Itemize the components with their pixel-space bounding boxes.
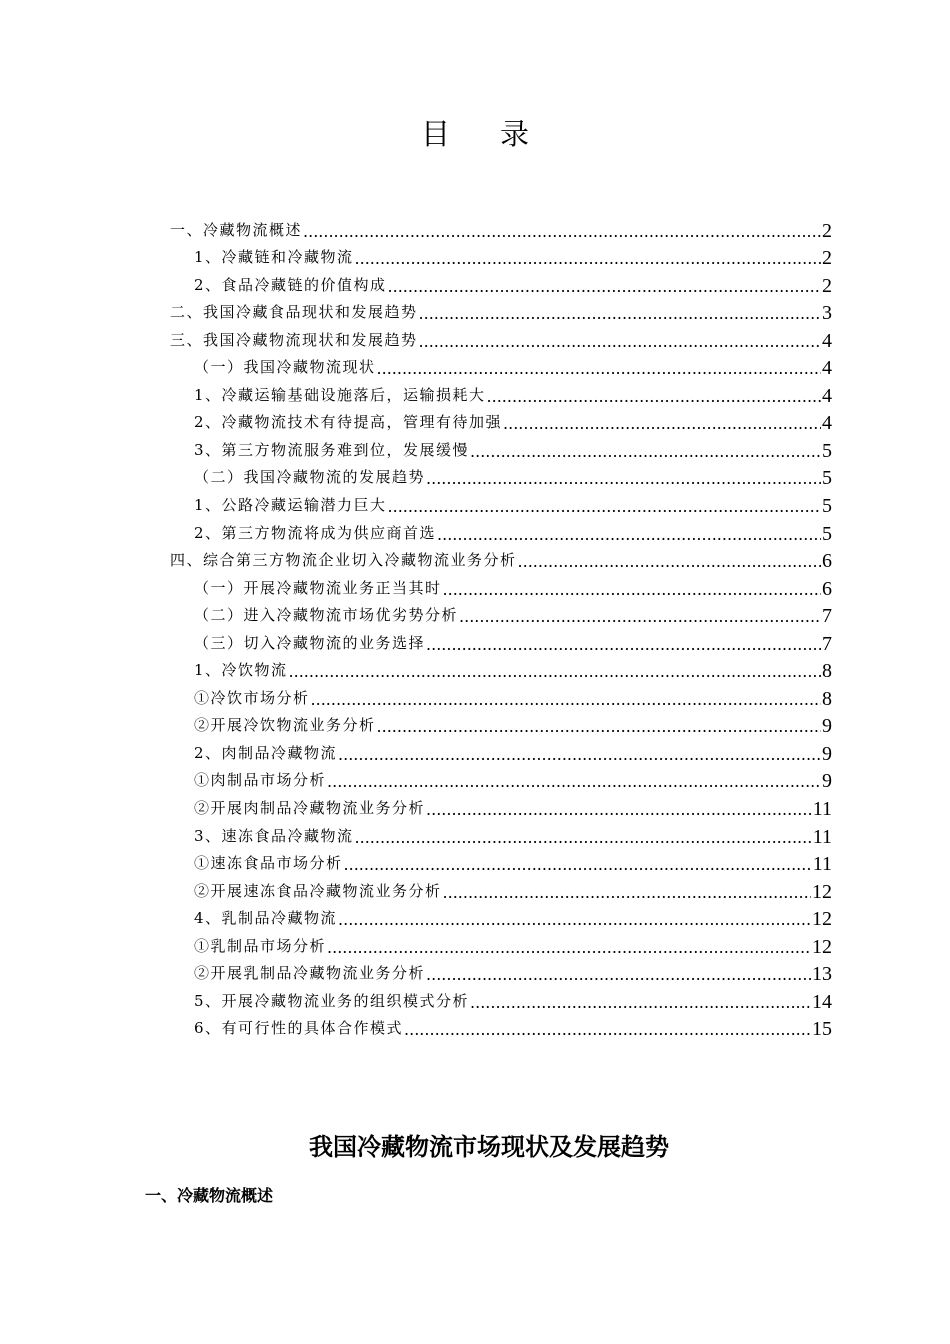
toc-entry[interactable] bbox=[170, 655, 832, 683]
toc-entry-label: 5、开展冷藏物流业务的组织模式分析 bbox=[194, 991, 470, 1010]
toc-entry-page-number: 9 bbox=[822, 715, 832, 738]
toc-entry[interactable] bbox=[170, 379, 832, 407]
toc-entry-page-number: 2 bbox=[822, 274, 832, 297]
toc-dot-leader bbox=[487, 387, 821, 407]
toc-entry-label: ②开展乳制品冷藏物流业务分析 bbox=[194, 964, 426, 983]
toc-entry-label: ①冷饮市场分析 bbox=[194, 688, 310, 707]
toc-entry-label: 1、公路冷藏运输潜力巨大 bbox=[194, 496, 387, 515]
toc-entry-label: 一、冷藏物流概述 bbox=[170, 220, 303, 239]
toc-entry-page-number: 9 bbox=[822, 742, 832, 765]
toc-dot-leader bbox=[355, 828, 812, 848]
toc-entry-page-number: 9 bbox=[822, 770, 832, 793]
toc-entry-page-number: 5 bbox=[822, 467, 832, 490]
toc-entry-page-number: 4 bbox=[822, 329, 832, 352]
toc-dot-leader bbox=[327, 772, 821, 792]
toc-entry-label: （二）进入冷藏物流市场优劣势分析 bbox=[194, 606, 459, 625]
toc-dot-leader bbox=[419, 332, 821, 352]
toc-entry[interactable] bbox=[170, 352, 832, 380]
toc-entry-page-number: 12 bbox=[812, 908, 832, 931]
toc-dot-leader bbox=[459, 607, 821, 627]
toc-dot-leader bbox=[426, 965, 811, 985]
toc-entry-label: 三、我国冷藏物流现状和发展趋势 bbox=[170, 330, 418, 349]
toc-entry-label: 2、肉制品冷藏物流 bbox=[194, 743, 338, 762]
toc-entry-page-number: 7 bbox=[822, 605, 832, 628]
toc-entry[interactable] bbox=[170, 489, 832, 517]
toc-entry-page-number: 4 bbox=[822, 412, 832, 435]
toc-entry-page-number: 3 bbox=[822, 302, 832, 325]
toc-entry-page-number: 5 bbox=[822, 522, 832, 545]
toc-entry-label: 1、冷藏链和冷藏物流 bbox=[194, 248, 354, 267]
toc-entry[interactable] bbox=[170, 434, 832, 462]
toc-dot-leader bbox=[470, 993, 811, 1013]
toc-entry[interactable] bbox=[170, 462, 832, 490]
toc-dot-leader bbox=[289, 662, 821, 682]
toc-entry[interactable] bbox=[170, 324, 832, 352]
toc-dot-leader bbox=[503, 414, 821, 434]
table-of-contents bbox=[170, 214, 832, 1040]
toc-dot-leader bbox=[443, 580, 821, 600]
toc-entry-page-number: 11 bbox=[812, 853, 832, 876]
toc-entry-label: ②开展冷饮物流业务分析 bbox=[194, 716, 376, 735]
toc-entry-page-number: 2 bbox=[822, 247, 832, 270]
toc-entry[interactable] bbox=[170, 297, 832, 325]
toc-entry-label: 四、综合第三方物流企业切入冷藏物流业务分析 bbox=[170, 551, 517, 570]
toc-entry-label: （一）我国冷藏物流现状 bbox=[194, 358, 376, 377]
toc-entry-page-number: 13 bbox=[812, 963, 832, 986]
toc-dot-leader bbox=[377, 717, 821, 737]
toc-dot-leader bbox=[303, 222, 821, 242]
toc-entry-page-number: 12 bbox=[812, 935, 832, 958]
toc-dot-leader bbox=[338, 745, 821, 765]
toc-entry-label: ①肉制品市场分析 bbox=[194, 771, 327, 790]
toc-entry[interactable] bbox=[170, 958, 832, 986]
toc-entry-label: 4、乳制品冷藏物流 bbox=[194, 909, 338, 928]
toc-entry-label: （三）切入冷藏物流的业务选择 bbox=[194, 633, 426, 652]
toc-dot-leader bbox=[311, 690, 821, 710]
toc-entry-label: （二）我国冷藏物流的发展趋势 bbox=[194, 468, 426, 487]
toc-dot-leader bbox=[426, 469, 821, 489]
toc-entry-label: 2、食品冷藏链的价值构成 bbox=[194, 275, 387, 294]
toc-dot-leader bbox=[388, 497, 821, 517]
document-title: 我国冷藏物流市场现状及发展趋势 bbox=[309, 1133, 669, 1161]
toc-entry-label: 6、有可行性的具体合作模式 bbox=[194, 1019, 404, 1038]
toc-entry[interactable] bbox=[170, 710, 832, 738]
toc-entry[interactable] bbox=[170, 792, 832, 820]
toc-entry[interactable] bbox=[170, 985, 832, 1013]
toc-entry-page-number: 6 bbox=[822, 550, 832, 573]
toc-entry[interactable] bbox=[170, 269, 832, 297]
toc-entry-label: ①乳制品市场分析 bbox=[194, 936, 327, 955]
toc-entry[interactable] bbox=[170, 572, 832, 600]
toc-entry-label: 3、第三方物流服务难到位，发展缓慢 bbox=[194, 440, 470, 459]
toc-entry-label: ①速冻食品市场分析 bbox=[194, 854, 343, 873]
toc-entry-label: 2、第三方物流将成为供应商首选 bbox=[194, 523, 437, 542]
toc-entry-page-number: 14 bbox=[812, 990, 832, 1013]
toc-entry[interactable] bbox=[170, 848, 832, 876]
toc-dot-leader bbox=[377, 359, 821, 379]
toc-entry-label: 2、冷藏物流技术有待提高，管理有待加强 bbox=[194, 413, 503, 432]
toc-entry-label: 1、冷藏运输基础设施落后，运输损耗大 bbox=[194, 385, 486, 404]
toc-title: 目录 bbox=[420, 117, 579, 151]
toc-entry-page-number: 5 bbox=[822, 495, 832, 518]
toc-entry-label: ②开展肉制品冷藏物流业务分析 bbox=[194, 799, 426, 818]
toc-dot-leader bbox=[344, 855, 812, 875]
toc-entry[interactable] bbox=[170, 875, 832, 903]
toc-entry-label: 1、冷饮物流 bbox=[194, 661, 288, 680]
toc-entry-page-number: 7 bbox=[822, 632, 832, 655]
toc-entry-page-number: 2 bbox=[822, 219, 832, 242]
toc-dot-leader bbox=[443, 883, 811, 903]
toc-entry-page-number: 6 bbox=[822, 577, 832, 600]
toc-dot-leader bbox=[426, 635, 821, 655]
toc-dot-leader bbox=[426, 800, 812, 820]
toc-entry[interactable] bbox=[170, 765, 832, 793]
toc-entry[interactable] bbox=[170, 627, 832, 655]
toc-entry-label: （一）开展冷藏物流业务正当其时 bbox=[194, 578, 442, 597]
section-heading: 一、冷藏物流概述 bbox=[145, 1186, 274, 1205]
toc-entry[interactable] bbox=[170, 545, 832, 573]
toc-entry[interactable] bbox=[170, 600, 832, 628]
toc-dot-leader bbox=[388, 277, 821, 297]
toc-entry-page-number: 8 bbox=[822, 687, 832, 710]
toc-dot-leader bbox=[355, 249, 821, 269]
toc-entry-label: ②开展速冻食品冷藏物流业务分析 bbox=[194, 881, 442, 900]
toc-entry[interactable] bbox=[170, 407, 832, 435]
toc-entry-page-number: 4 bbox=[822, 357, 832, 380]
toc-entry-page-number: 11 bbox=[812, 825, 832, 848]
toc-entry[interactable] bbox=[170, 517, 832, 545]
toc-entry-page-number: 8 bbox=[822, 660, 832, 683]
toc-entry-page-number: 11 bbox=[812, 798, 832, 821]
toc-entry[interactable] bbox=[170, 930, 832, 958]
toc-dot-leader bbox=[327, 938, 811, 958]
toc-dot-leader bbox=[404, 1020, 811, 1040]
toc-dot-leader bbox=[338, 910, 811, 930]
toc-entry[interactable] bbox=[170, 214, 832, 242]
toc-entry[interactable] bbox=[170, 1013, 832, 1041]
toc-entry-page-number: 15 bbox=[812, 1018, 832, 1041]
toc-dot-leader bbox=[437, 525, 821, 545]
toc-dot-leader bbox=[518, 552, 821, 572]
toc-entry[interactable] bbox=[170, 820, 832, 848]
toc-entry[interactable] bbox=[170, 242, 832, 270]
toc-entry[interactable] bbox=[170, 737, 832, 765]
toc-entry-label: 二、我国冷藏食品现状和发展趋势 bbox=[170, 303, 418, 322]
toc-dot-leader bbox=[419, 304, 821, 324]
toc-entry-label: 3、速冻食品冷藏物流 bbox=[194, 826, 354, 845]
toc-entry-page-number: 4 bbox=[822, 384, 832, 407]
toc-dot-leader bbox=[470, 442, 821, 462]
toc-entry-page-number: 12 bbox=[812, 880, 832, 903]
toc-entry-page-number: 5 bbox=[822, 439, 832, 462]
toc-entry[interactable] bbox=[170, 903, 832, 931]
toc-entry[interactable] bbox=[170, 682, 832, 710]
